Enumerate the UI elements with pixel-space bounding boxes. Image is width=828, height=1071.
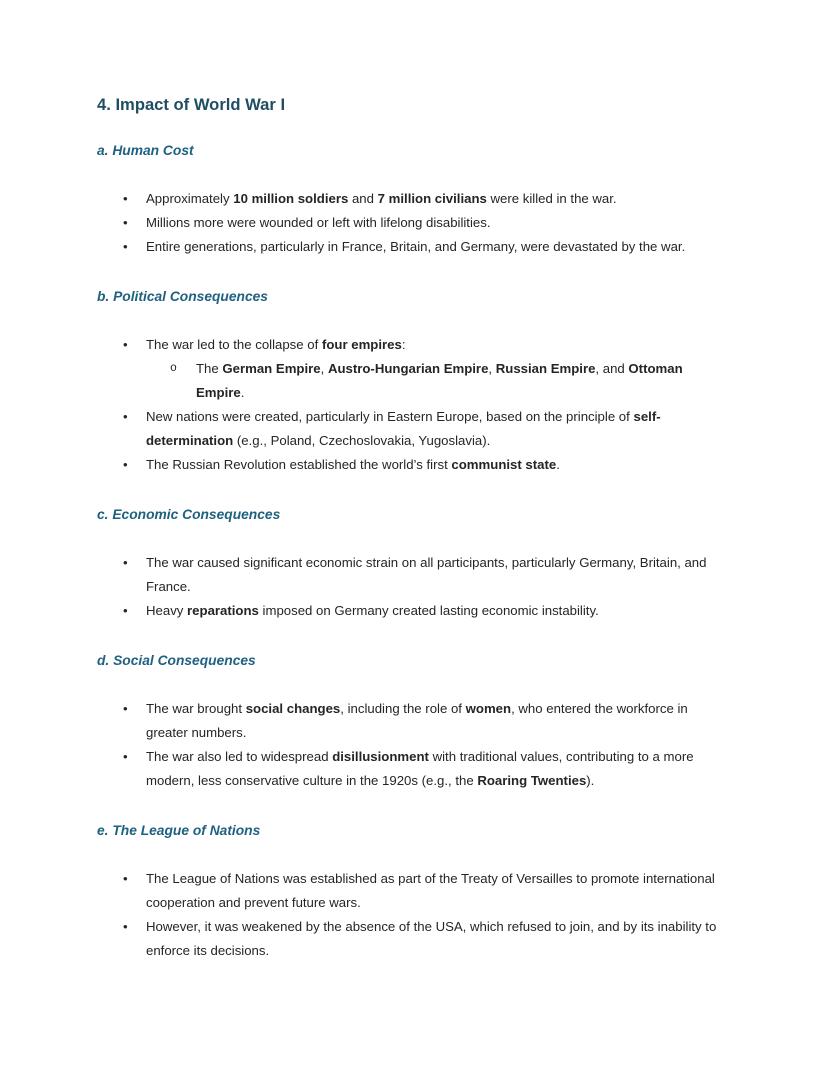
bullet-icon: •	[123, 701, 128, 716]
list-item	[97, 333, 731, 405]
bullet-icon: •	[123, 603, 128, 618]
section-league-of-nations	[97, 822, 731, 963]
bullet-icon: •	[123, 191, 128, 206]
list-item	[97, 211, 731, 235]
bullet-icon: •	[123, 749, 128, 764]
sub-list-item-text: The German Empire, Austro-Hungarian Empire, Russian Empire, and Ottoman Empire.	[196, 361, 683, 400]
list-item	[97, 745, 731, 793]
page-title: 4. Impact of World War I	[97, 95, 286, 114]
section-heading-political-consequences: b. Political Consequences	[97, 289, 268, 304]
list-item-text: However, it was weakened by the absence of the USA, which refused to join, and by its inability to enforce its decisions.	[146, 919, 717, 958]
list-item	[97, 187, 731, 211]
section-heading-league-of-nations: e. The League of Nations	[97, 823, 261, 838]
circle-bullet-icon: o	[170, 362, 177, 375]
section-human-cost	[97, 142, 731, 259]
list-item-text: The war led to the collapse of four empires:	[146, 337, 406, 352]
bullet-icon: •	[123, 239, 128, 254]
list-item	[97, 599, 731, 623]
bullet-icon: •	[123, 457, 128, 472]
list-item-text: New nations were created, particularly in Eastern Europe, based on the principle of self-determination (e.g., Poland, Czechoslovakia, Yugoslavia).	[146, 409, 661, 448]
bullet-list	[97, 333, 731, 477]
list-item-text: Millions more were wounded or left with lifelong disabilities.	[146, 215, 491, 230]
list-item-text: Heavy reparations imposed on Germany created lasting economic instability.	[146, 603, 599, 618]
bullet-icon: •	[123, 215, 128, 230]
bullet-icon: •	[123, 919, 128, 934]
sub-bullet-list	[146, 357, 731, 405]
bullet-icon: •	[123, 555, 128, 570]
section-social-consequences	[97, 652, 731, 793]
bullet-list	[97, 187, 731, 259]
list-item-text: The war brought social changes, including the role of women, who entered the workforce in greater numbers.	[146, 701, 688, 740]
bullet-list	[97, 867, 731, 963]
list-item	[97, 697, 731, 745]
bullet-icon: •	[123, 409, 128, 424]
list-item-text: Entire generations, particularly in France, Britain, and Germany, were devastated by the war.	[146, 239, 686, 254]
section-political-consequences	[97, 288, 731, 477]
list-item-text: The war also led to widespread disillusionment with traditional values, contributing to a more modern, less conservative culture in the 1920s (e.g., the Roaring Twenties).	[146, 749, 694, 788]
section-heading-human-cost: a. Human Cost	[97, 143, 194, 158]
list-item	[97, 405, 731, 453]
list-item-text: The League of Nations was established as part of the Treaty of Versailles to promote international cooperation and prevent future wars.	[146, 871, 715, 910]
list-item-text: The Russian Revolution established the world’s first communist state.	[146, 457, 560, 472]
bullet-list	[97, 697, 731, 793]
bullet-icon: •	[123, 871, 128, 886]
bullet-list	[97, 551, 731, 623]
list-item-text: The war caused significant economic strain on all participants, particularly Germany, Britain, and France.	[146, 555, 707, 594]
sub-list-item	[146, 357, 731, 405]
list-item-text: Approximately 10 million soldiers and 7 million civilians were killed in the war.	[146, 191, 617, 206]
list-item	[97, 915, 731, 963]
section-heading-economic-consequences: c. Economic Consequences	[97, 507, 281, 522]
list-item	[97, 235, 731, 259]
section-heading-social-consequences: d. Social Consequences	[97, 653, 256, 668]
list-item	[97, 551, 731, 599]
list-item	[97, 453, 731, 477]
section-economic-consequences	[97, 506, 731, 623]
bullet-icon: •	[123, 337, 128, 352]
list-item	[97, 867, 731, 915]
